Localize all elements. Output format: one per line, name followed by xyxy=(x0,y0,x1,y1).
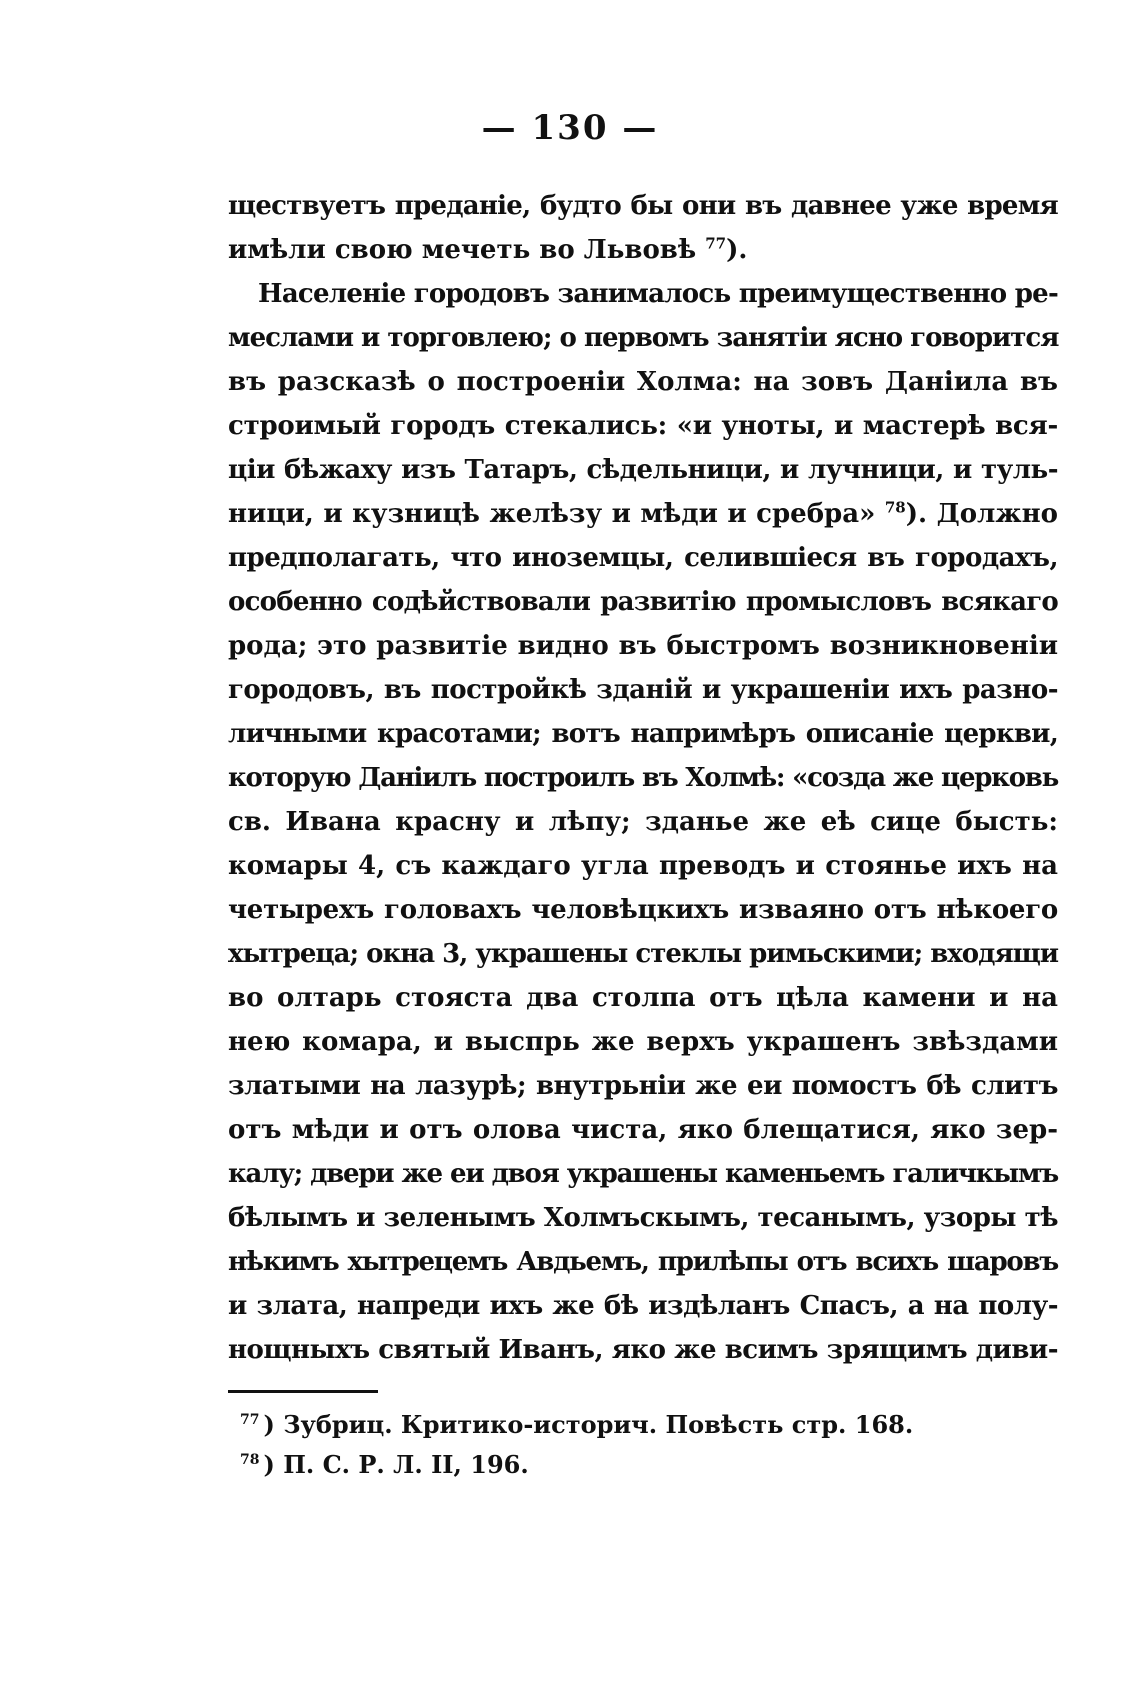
footnote-ref: 77 xyxy=(705,234,727,253)
text-line: имѣли свою мечеть во Львовѣ $^{77}$). xyxy=(228,234,748,265)
text-line: предполагать, что иноземцы, селившіеся въ городахъ, xyxy=(228,543,1058,573)
text-line: въ разсказѣ о построеніи Холма: на зовъ Даніила въ xyxy=(228,367,1058,397)
footnote-text: ) П. С. Р. Л. II, 196. xyxy=(263,1450,529,1479)
footnote-ref: 78 xyxy=(884,498,906,517)
footnote-marker: 78 xyxy=(240,1452,260,1468)
text-line: нощныхъ святый Иванъ, яко же всимъ зрящимъ диви- xyxy=(228,1335,1058,1365)
text-line: ціи бѣжаху изъ Татаръ, сѣдельници, и лучници, и туль- xyxy=(228,455,1058,485)
text-line: ници, и кузницѣ желѣзу и мѣди и сребра» $^{78}$). Должно xyxy=(228,498,1058,529)
text-line: отъ мѣди и отъ олова чиста, яко блещатися, яко зер- xyxy=(228,1115,1058,1145)
footnotes xyxy=(240,1405,1040,1485)
text-line: рода; это развитіе видно въ быстромъ возникновеніи xyxy=(228,631,1058,661)
page-number: — 130 — xyxy=(481,108,659,148)
body-text xyxy=(228,184,1058,1372)
text-line: комары 4, съ каждаго угла преводъ и стоянье ихъ на xyxy=(228,851,1058,881)
text-line: строимый городъ стекались: «и уноты, и мастерѣ вся- xyxy=(228,411,1058,441)
footnote-item xyxy=(240,1445,1040,1485)
text-line: и злата, напреди ихъ же бѣ издѣланъ Спасъ, а на полу- xyxy=(228,1291,1058,1321)
text-line: хытреца; окна 3, украшены стеклы римьскими; входящи xyxy=(228,939,1059,969)
text-line: во олтарь стояста два столпа отъ цѣла камени и на xyxy=(228,983,1058,1013)
text-line: личными красотами; вотъ напримѣръ описаніе церкви, xyxy=(228,719,1058,749)
text-line: златыми на лазурѣ; внутрьніи же еи помостъ бѣ слитъ xyxy=(228,1071,1058,1101)
text-line: ществуетъ преданіе, будто бы они въ давнее уже время xyxy=(228,191,1058,221)
text-line: городовъ, въ постройкѣ зданій и украшеніи ихъ разно- xyxy=(228,675,1058,705)
text-line: св. Ивана красну и лѣпу; зданье же еѣ сице бысть: xyxy=(228,807,1058,837)
text-line: Населеніе городовъ занималось преимущественно ре- xyxy=(258,279,1058,309)
text-line: меслами и торговлею; о первомъ занятіи ясно говорится xyxy=(228,323,1059,353)
text-line: особенно содѣйствовали развитію промысловъ всякаго xyxy=(228,587,1058,617)
text-line: нѣкимъ хытрецемъ Авдьемъ, прилѣпы отъ всихъ шаровъ xyxy=(228,1247,1058,1277)
footnote-text: ) Зубриц. Критико-историч. Повѣсть стр. 168. xyxy=(263,1410,914,1439)
text-line: бѣлымъ и зеленымъ Холмъскымъ, тесанымъ, узоры тѣ xyxy=(228,1203,1058,1233)
text-line: нею комара, и выспрь же верхъ украшенъ звѣздами xyxy=(228,1027,1058,1057)
footnote-item xyxy=(240,1405,1040,1445)
footnote-divider xyxy=(228,1390,378,1393)
text-line: четырехъ головахъ человѣцкихъ изваяно отъ нѣкоего xyxy=(228,895,1058,925)
text-line: которую Даніилъ построилъ въ Холмѣ: «созда же церковь xyxy=(228,763,1058,793)
text-line: калу; двери же еи двоя украшены каменьемъ галичкымъ xyxy=(228,1159,1058,1189)
footnote-marker: 77 xyxy=(240,1412,260,1428)
